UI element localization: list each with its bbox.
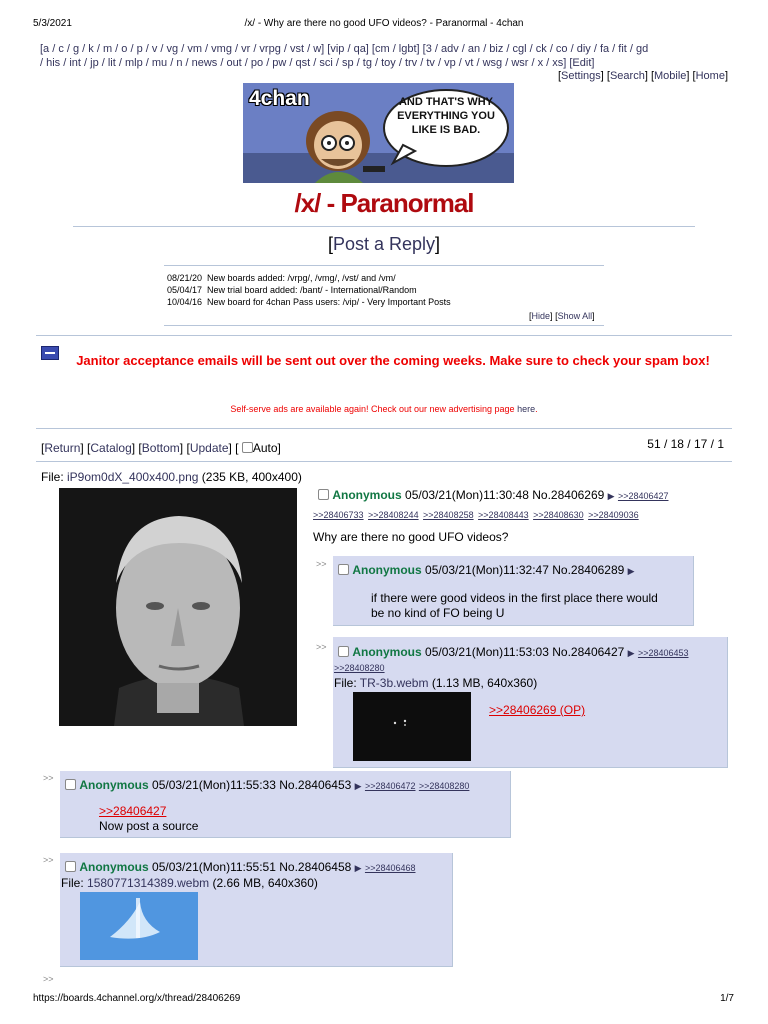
reply-select-checkbox[interactable] [65, 861, 76, 872]
op-message: Why are there no good UFO videos? [313, 530, 509, 544]
file-label: File: [41, 470, 68, 484]
quote-link[interactable]: >>28406427 [99, 804, 167, 818]
portrait-thumbnail [59, 488, 297, 726]
board-nav-line-1[interactable]: [a / c / g / k / m / o / p / v / vg / vm / vmg / vr / vrpg / vst / w] [vip / qa] [cm / lgbt] [3 / adv / an / biz / cgl / ck / co / diy / fa / fit / gd [40, 43, 649, 55]
reply-file-link[interactable]: 1580771314389.webm [87, 876, 210, 890]
ufo-lights-image [353, 692, 471, 761]
reply-doubledash: >> [316, 642, 327, 652]
post-number[interactable]: No.28406458 [279, 860, 352, 874]
ads-end: . [535, 404, 538, 414]
reply-post [60, 853, 453, 967]
ads-text: Self-serve ads are available again! Check out our new advertising page [230, 404, 518, 414]
post-datetime: 05/03/21(Mon)11:30:48 [405, 488, 529, 502]
advertising-link[interactable]: here [517, 404, 536, 414]
reply-doubledash: >> [43, 974, 54, 984]
backlink[interactable]: >>28406472 [364, 781, 416, 791]
reply-post-info [65, 860, 416, 874]
sky-image [80, 892, 198, 960]
reply-post-info [65, 778, 469, 792]
op-select-checkbox[interactable] [318, 489, 329, 500]
reply-select-checkbox[interactable] [65, 779, 76, 790]
file-label: File: [334, 676, 360, 690]
reply-doubledash: >> [43, 855, 54, 865]
news-date: 05/04/17 [167, 285, 203, 295]
poster-name: Anonymous [352, 645, 422, 659]
reply-message [99, 804, 198, 834]
ads-notice [0, 404, 768, 414]
post-menu-arrow-icon[interactable]: ▶ [607, 491, 615, 501]
board-banner[interactable] [243, 83, 514, 183]
reply-post-info [338, 645, 689, 659]
reply-file-link[interactable]: TR-3b.webm [359, 676, 429, 690]
thread-stats: 51 / 18 / 17 / 1 [647, 437, 724, 451]
backlink[interactable]: >>28409036 [588, 510, 639, 520]
news-text: New board for 4chan Pass users: /vip/ - Very Important Posts [207, 297, 451, 307]
news-list [167, 272, 451, 308]
top-right-links: [Settings] [Search] [Mobile] [Home] [557, 70, 728, 82]
news-item [167, 296, 451, 308]
news-controls: [Hide] [Show All] [529, 311, 595, 321]
divider [164, 265, 604, 266]
backlink[interactable]: >>28406453 [637, 648, 689, 658]
update-link[interactable]: Update [189, 441, 229, 455]
reply-select-checkbox[interactable] [338, 646, 349, 657]
news-text: New boards added: /vrpg/, /vmg/, /vst/ and /vm/ [207, 273, 396, 283]
poster-name: Anonymous [79, 860, 149, 874]
file-label: File: [61, 876, 88, 890]
reply-select-checkbox[interactable] [338, 564, 349, 575]
message-line: if there were good videos in the first place there would [371, 591, 658, 605]
backlink[interactable]: >>28408280 [418, 781, 470, 791]
news-date: 08/21/20 [167, 273, 203, 283]
backlink[interactable]: >>28408630 [533, 510, 584, 520]
post-menu-arrow-icon[interactable]: ▶ [627, 648, 635, 658]
collapse-announcement-icon[interactable] [41, 346, 59, 360]
op-file-info [41, 470, 302, 484]
op-backlinks [313, 505, 639, 523]
post-reply: [Post a Reply] [327, 234, 441, 254]
post-menu-arrow-icon[interactable]: ▶ [354, 781, 362, 791]
backlink[interactable]: >>28408443 [478, 510, 529, 520]
post-datetime: 05/03/21(Mon)11:55:33 [152, 778, 276, 792]
reply-message [371, 591, 658, 621]
bottom-link[interactable]: Bottom [141, 441, 180, 455]
post-menu-arrow-icon[interactable]: ▶ [354, 863, 362, 873]
news-item [167, 272, 451, 284]
divider [36, 428, 732, 429]
board-title: /x/ - Paranormal [294, 188, 474, 218]
show-all-news-link[interactable]: Show All [557, 311, 593, 321]
reply-video-thumbnail[interactable] [353, 692, 471, 761]
post-number[interactable]: No.28406269 [532, 488, 605, 502]
print-url: https://boards.4channel.org/x/thread/28406269 [33, 993, 241, 1004]
settings-link[interactable]: Settings [561, 70, 601, 82]
home-link[interactable]: Home [695, 70, 725, 82]
divider [73, 226, 695, 227]
reply-post [333, 637, 728, 768]
thread-nav: [Return] [Catalog] [Bottom] [Update] [ Auto] [41, 441, 281, 455]
reply-post-info [338, 563, 635, 577]
reply-post [333, 556, 694, 626]
post-number[interactable]: No.28406453 [279, 778, 352, 792]
reply-file-info [334, 676, 537, 690]
backlink[interactable]: >>28406427 [617, 491, 669, 501]
return-link[interactable]: Return [44, 441, 81, 455]
divider [36, 461, 732, 462]
op-file-link[interactable]: iP9om0dX_400x400.png [67, 470, 199, 484]
post-datetime: 05/03/21(Mon)11:53:03 [425, 645, 549, 659]
backlink[interactable]: >>28408258 [423, 510, 474, 520]
backlink[interactable]: >>28408244 [368, 510, 419, 520]
board-nav-line-2[interactable]: / his / int / jp / lit / mlp / mu / n / news / out / po / pw / qst / sci / sp / tg / toy / trv / tv / vp / vt / wsg / wsr / x / xs] [Edit] [40, 57, 595, 69]
post-menu-arrow-icon[interactable]: ▶ [627, 566, 635, 576]
poster-name: Anonymous [332, 488, 402, 502]
op-image[interactable] [59, 488, 297, 726]
message-line: be no kind of FO being U [371, 606, 505, 620]
banner-logo: 4chan [249, 87, 310, 110]
reply-video-thumbnail[interactable] [80, 892, 198, 960]
banner-bubble-text: AND THAT'S WHY EVERYTHING YOU LIKE IS BAD. [397, 96, 495, 136]
quote-link[interactable]: >>28406269 (OP) [489, 703, 586, 717]
global-announcement: Janitor acceptance emails will be sent out over the coming weeks. Make sure to check your spam box! [76, 353, 710, 368]
search-link[interactable]: Search [609, 70, 645, 82]
backlink[interactable]: >>28406468 [364, 863, 416, 873]
post-number[interactable]: No.28406289 [552, 563, 625, 577]
op-post-info [318, 488, 669, 502]
divider [164, 325, 604, 326]
board-nav [40, 42, 730, 70]
file-meta: (2.66 MB, 640x360) [212, 876, 318, 890]
post-reply-link[interactable]: Post a Reply [332, 234, 436, 254]
news-item [167, 284, 451, 296]
post-datetime: 05/03/21(Mon)11:32:47 [425, 563, 549, 577]
file-meta: (235 KB, 400x400) [201, 470, 302, 484]
hide-news-link[interactable]: Hide [531, 311, 551, 321]
divider [36, 335, 732, 336]
post-number[interactable]: No.28406427 [552, 645, 625, 659]
backlink[interactable]: >>28406733 [313, 510, 364, 520]
backlink[interactable]: >>28408280 [334, 663, 385, 673]
print-date: 5/3/2021 [33, 18, 72, 29]
print-title: /x/ - Why are there no good UFO videos? - Paranormal - 4chan [244, 18, 524, 29]
reply-post [60, 771, 511, 838]
print-page: 1/7 [720, 993, 734, 1004]
message-line: Now post a source [99, 819, 199, 833]
poster-name: Anonymous [352, 563, 422, 577]
reply-doubledash: >> [43, 773, 54, 783]
auto-update-label: Auto [252, 441, 278, 455]
reply-doubledash: >> [316, 559, 327, 569]
reply-file-info [61, 876, 318, 890]
mobile-link[interactable]: Mobile [654, 70, 687, 82]
poster-name: Anonymous [79, 778, 149, 792]
news-date: 10/04/16 [167, 297, 203, 307]
file-meta: (1.13 MB, 640x360) [431, 676, 538, 690]
news-text: New trial board added: /bant/ - International/Random [207, 285, 417, 295]
post-datetime: 05/03/21(Mon)11:55:51 [152, 860, 276, 874]
auto-update-checkbox[interactable] [242, 442, 253, 453]
catalog-link[interactable]: Catalog [90, 441, 132, 455]
